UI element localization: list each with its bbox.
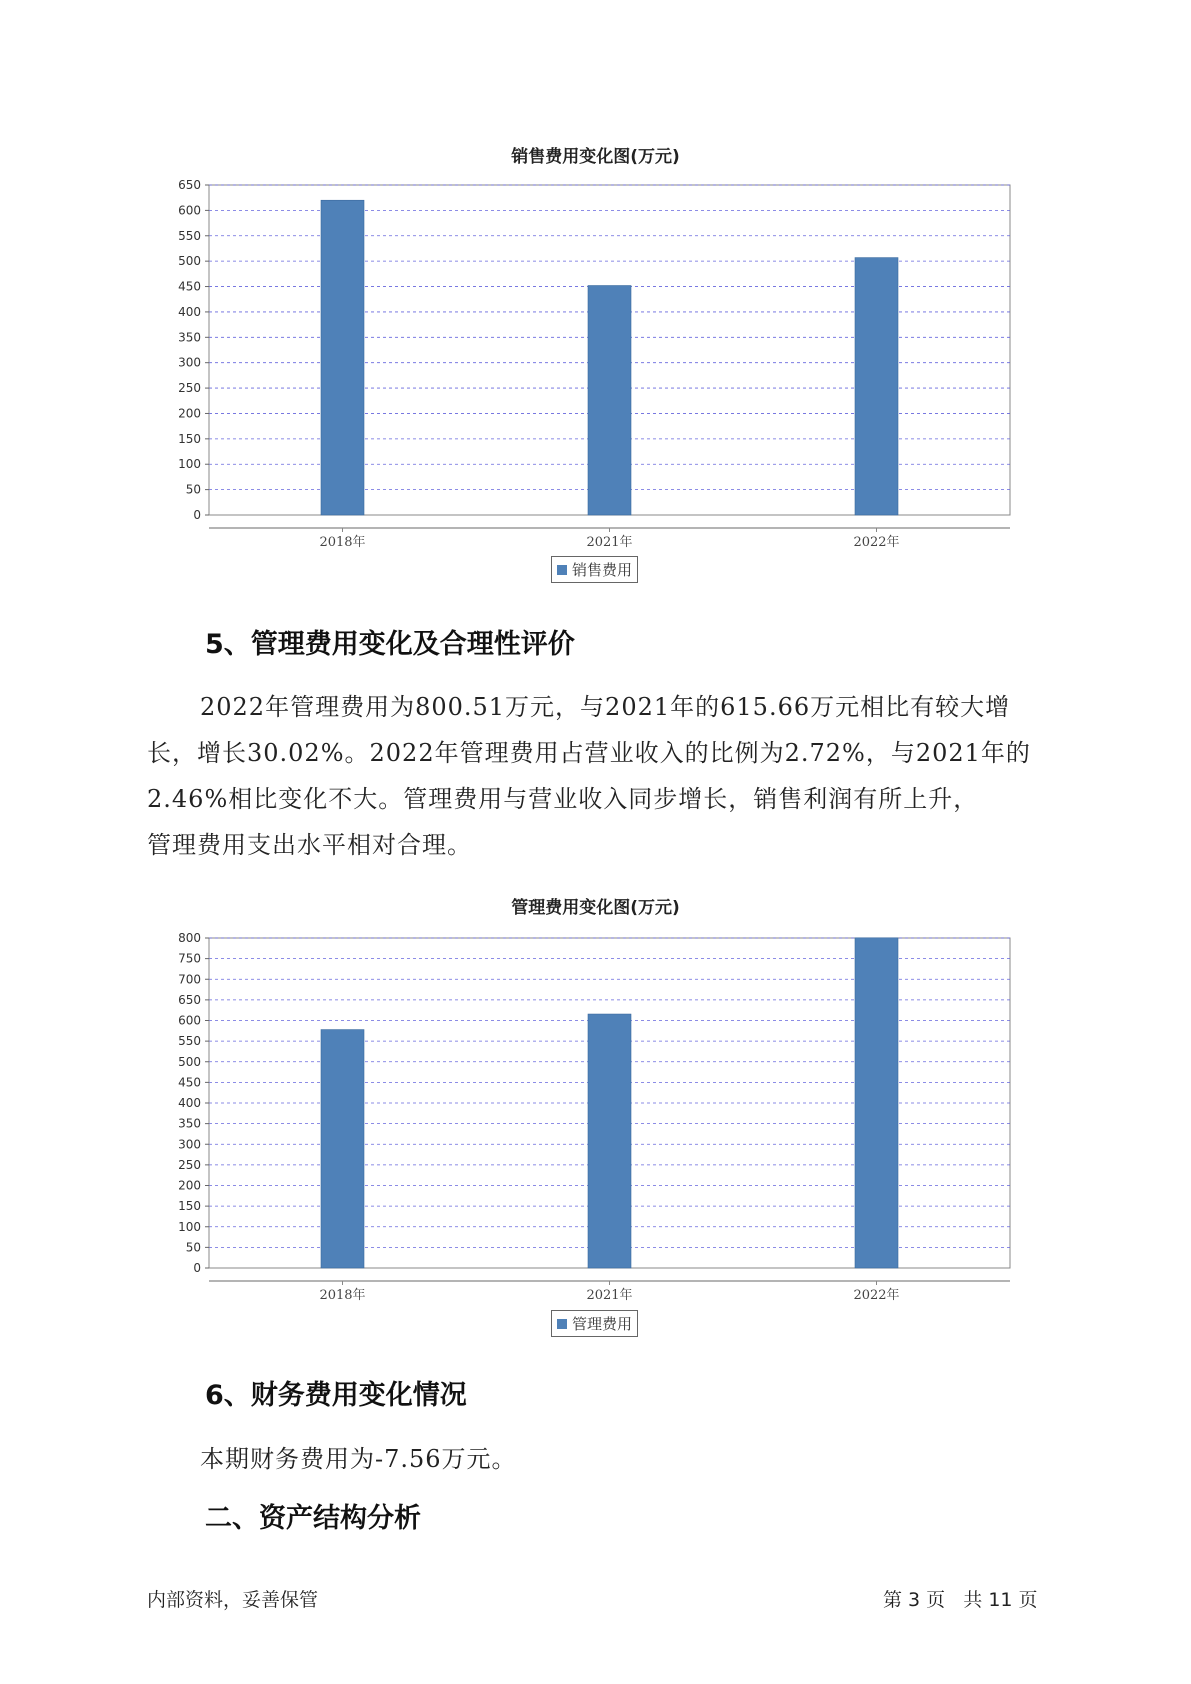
x-tick-label: 2018年: [319, 535, 366, 550]
section5-heading: 5、管理费用变化及合理性评价: [205, 629, 575, 660]
legend-swatch-icon: [557, 1319, 567, 1329]
y-tick-label: 600: [178, 203, 201, 218]
y-tick-label: 50: [185, 482, 201, 497]
chart-legend-admin: [551, 1310, 638, 1337]
y-tick-label: 500: [178, 1054, 201, 1069]
y-tick-label: 400: [178, 1096, 201, 1110]
bar: [855, 938, 898, 1268]
legend-swatch-icon: [557, 565, 567, 575]
y-tick-label: 300: [178, 1137, 201, 1152]
para-line: 本期财务费用为-7.56万元。: [200, 1445, 517, 1473]
para-line-2: 长，增长30.02%。2022年管理费用占营业收入的比例为2.72%，与2021年的: [147, 739, 1031, 767]
y-tick-label: 750: [178, 951, 201, 966]
y-tick-label: 0: [193, 508, 201, 522]
para-line-1: 2022年管理费用为800.51万元，与2021年的615.66万元相比有较大增: [200, 693, 1011, 721]
y-tick-label: 650: [178, 178, 201, 192]
bar: [321, 200, 364, 515]
bar: [588, 286, 631, 515]
y-tick-label: 100: [178, 1219, 201, 1234]
footer-left: 内部资料，妥善保管: [147, 1589, 319, 1611]
chart-legend-sales: [551, 556, 638, 583]
section6-heading: 6、财务费用变化情况: [205, 1380, 467, 1411]
admin-expense-chart: [0, 920, 1191, 1340]
y-tick-label: 350: [178, 330, 201, 345]
y-tick-label: 600: [178, 1013, 201, 1028]
y-tick-label: 250: [178, 381, 201, 396]
y-tick-label: 800: [178, 931, 201, 945]
x-tick-label: 2021年: [586, 1288, 633, 1303]
para-line-4: 管理费用支出水平相对合理。: [147, 831, 472, 859]
y-tick-label: 50: [185, 1240, 201, 1255]
footer-page-number: 第 3 页 共 11 页: [883, 1589, 1038, 1611]
y-tick-label: 450: [178, 279, 201, 294]
y-tick-label: 200: [178, 1178, 201, 1193]
section6-paragraph: [200, 1436, 1105, 1482]
chart-title-admin: 管理费用变化图(万元): [511, 898, 680, 918]
y-tick-label: 200: [178, 406, 201, 421]
y-tick-label: 550: [178, 1034, 201, 1049]
chart-title-sales: 销售费用变化图(万元): [511, 147, 680, 167]
section5-paragraph: [147, 684, 1052, 868]
legend-label-sales: 销售费用: [572, 561, 633, 579]
section-two-heading: 二、资产结构分析: [205, 1503, 421, 1534]
y-tick-label: 300: [178, 355, 201, 370]
y-tick-label: 650: [178, 992, 201, 1007]
bar: [855, 258, 898, 515]
y-tick-label: 450: [178, 1075, 201, 1090]
bar: [588, 1014, 631, 1268]
y-tick-label: 100: [178, 457, 201, 472]
x-tick-label: 2022年: [853, 535, 900, 550]
y-tick-label: 400: [178, 304, 201, 319]
legend-label-admin: 管理费用: [572, 1315, 633, 1333]
x-tick-label: 2021年: [586, 535, 633, 550]
y-tick-label: 0: [193, 1261, 201, 1275]
y-tick-label: 250: [178, 1157, 201, 1172]
para-line-3: 2.46%相比变化不大。管理费用与营业收入同步增长，销售利润有所上升，: [147, 785, 979, 813]
sales-expense-chart: [0, 170, 1191, 590]
bar: [321, 1030, 364, 1268]
x-tick-label: 2022年: [853, 1288, 900, 1303]
y-tick-label: 350: [178, 1116, 201, 1131]
y-tick-label: 550: [178, 228, 201, 243]
y-tick-label: 500: [178, 254, 201, 269]
y-tick-label: 150: [178, 1199, 201, 1214]
y-tick-label: 700: [178, 972, 201, 987]
y-tick-label: 150: [178, 431, 201, 446]
x-tick-label: 2018年: [319, 1288, 366, 1303]
